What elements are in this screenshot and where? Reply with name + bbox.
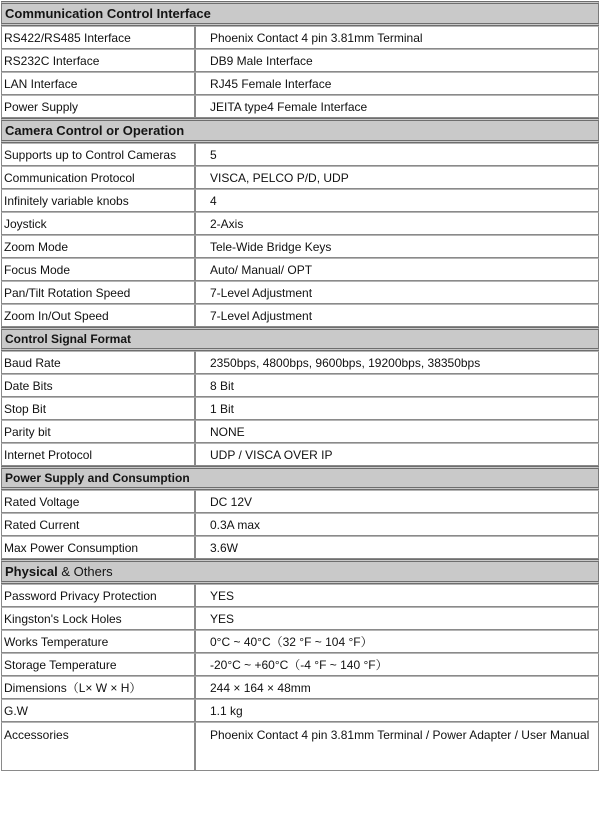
spec-row xyxy=(1,26,599,49)
spec-value: NONE xyxy=(195,420,599,443)
spec-value: 0°C ~ 40°C（32 °F ~ 104 °F） xyxy=(195,630,599,653)
spec-row xyxy=(1,722,599,771)
spec-label: LAN Interface xyxy=(1,72,195,95)
spec-label: Stop Bit xyxy=(1,397,195,420)
section-title xyxy=(1,559,599,584)
spec-row xyxy=(1,351,599,374)
spec-value: VISCA, PELCO P/D, UDP xyxy=(195,166,599,189)
spec-label: Focus Mode xyxy=(1,258,195,281)
spec-value: YES xyxy=(195,607,599,630)
section-title-rest: & Others xyxy=(57,564,113,579)
spec-label: Accessories xyxy=(1,722,195,771)
spec-value: 3.6W xyxy=(195,536,599,559)
spec-table xyxy=(1,1,599,771)
spec-value: DB9 Male Interface xyxy=(195,49,599,72)
spec-value: 1 Bit xyxy=(195,397,599,420)
spec-label: Kingston's Lock Holes xyxy=(1,607,195,630)
section-header-physical xyxy=(1,559,599,584)
spec-row xyxy=(1,536,599,559)
section-title: Camera Control or Operation xyxy=(1,118,599,143)
spec-value: 2350bps, 4800bps, 9600bps, 19200bps, 38350bps xyxy=(195,351,599,374)
spec-row xyxy=(1,166,599,189)
spec-value: 244 × 164 × 48mm xyxy=(195,676,599,699)
spec-row xyxy=(1,189,599,212)
spec-value: YES xyxy=(195,584,599,607)
spec-row xyxy=(1,212,599,235)
section-header-power xyxy=(1,466,599,490)
spec-row xyxy=(1,584,599,607)
section-header-signal-format xyxy=(1,327,599,351)
section-title: Power Supply and Consumption xyxy=(1,466,599,490)
spec-label: Communication Protocol xyxy=(1,166,195,189)
spec-row xyxy=(1,258,599,281)
spec-label: Supports up to Control Cameras xyxy=(1,143,195,166)
spec-label: Works Temperature xyxy=(1,630,195,653)
spec-label: Baud Rate xyxy=(1,351,195,374)
spec-label: RS232C Interface xyxy=(1,49,195,72)
spec-value: 7-Level Adjustment xyxy=(195,304,599,327)
spec-value: Phoenix Contact 4 pin 3.81mm Terminal xyxy=(195,26,599,49)
spec-value: Tele-Wide Bridge Keys xyxy=(195,235,599,258)
spec-value: Auto/ Manual/ OPT xyxy=(195,258,599,281)
spec-value: UDP / VISCA OVER IP xyxy=(195,443,599,466)
spec-value: RJ45 Female Interface xyxy=(195,72,599,95)
spec-value: 7-Level Adjustment xyxy=(195,281,599,304)
spec-row xyxy=(1,397,599,420)
section-title: Communication Control Interface xyxy=(1,1,599,26)
spec-row xyxy=(1,95,599,118)
spec-row xyxy=(1,443,599,466)
spec-row xyxy=(1,72,599,95)
spec-row xyxy=(1,653,599,676)
spec-value: 8 Bit xyxy=(195,374,599,397)
spec-row xyxy=(1,699,599,722)
spec-label: Parity bit xyxy=(1,420,195,443)
spec-label: Storage Temperature xyxy=(1,653,195,676)
spec-label: Pan/Tilt Rotation Speed xyxy=(1,281,195,304)
spec-label: RS422/RS485 Interface xyxy=(1,26,195,49)
spec-value: 5 xyxy=(195,143,599,166)
spec-value: 1.1 kg xyxy=(195,699,599,722)
spec-value: 0.3A max xyxy=(195,513,599,536)
section-header-camera-control xyxy=(1,118,599,143)
spec-value: -20°C ~ +60°C（-4 °F ~ 140 °F） xyxy=(195,653,599,676)
spec-label: Power Supply xyxy=(1,95,195,118)
spec-row xyxy=(1,630,599,653)
spec-label: Joystick xyxy=(1,212,195,235)
spec-row xyxy=(1,49,599,72)
section-title: Control Signal Format xyxy=(1,327,599,351)
spec-row xyxy=(1,374,599,397)
spec-value: DC 12V xyxy=(195,490,599,513)
spec-row xyxy=(1,235,599,258)
spec-value: JEITA type4 Female Interface xyxy=(195,95,599,118)
spec-label: Rated Current xyxy=(1,513,195,536)
spec-label: Internet Protocol xyxy=(1,443,195,466)
spec-row xyxy=(1,420,599,443)
spec-value: 4 xyxy=(195,189,599,212)
spec-label: Infinitely variable knobs xyxy=(1,189,195,212)
spec-label: G.W xyxy=(1,699,195,722)
spec-label: Zoom Mode xyxy=(1,235,195,258)
spec-label: Dimensions（L× W × H） xyxy=(1,676,195,699)
spec-label: Max Power Consumption xyxy=(1,536,195,559)
spec-row xyxy=(1,490,599,513)
spec-label: Rated Voltage xyxy=(1,490,195,513)
spec-label: Zoom In/Out Speed xyxy=(1,304,195,327)
spec-value: 2-Axis xyxy=(195,212,599,235)
spec-row xyxy=(1,281,599,304)
spec-row xyxy=(1,304,599,327)
spec-row xyxy=(1,676,599,699)
spec-row xyxy=(1,607,599,630)
spec-row xyxy=(1,513,599,536)
section-title-bold: Physical xyxy=(5,564,58,579)
spec-row xyxy=(1,143,599,166)
spec-value: Phoenix Contact 4 pin 3.81mm Terminal / Power Adapter / User Manual xyxy=(195,722,599,771)
spec-label: Date Bits xyxy=(1,374,195,397)
section-header-communication xyxy=(1,1,599,26)
spec-label: Password Privacy Protection xyxy=(1,584,195,607)
